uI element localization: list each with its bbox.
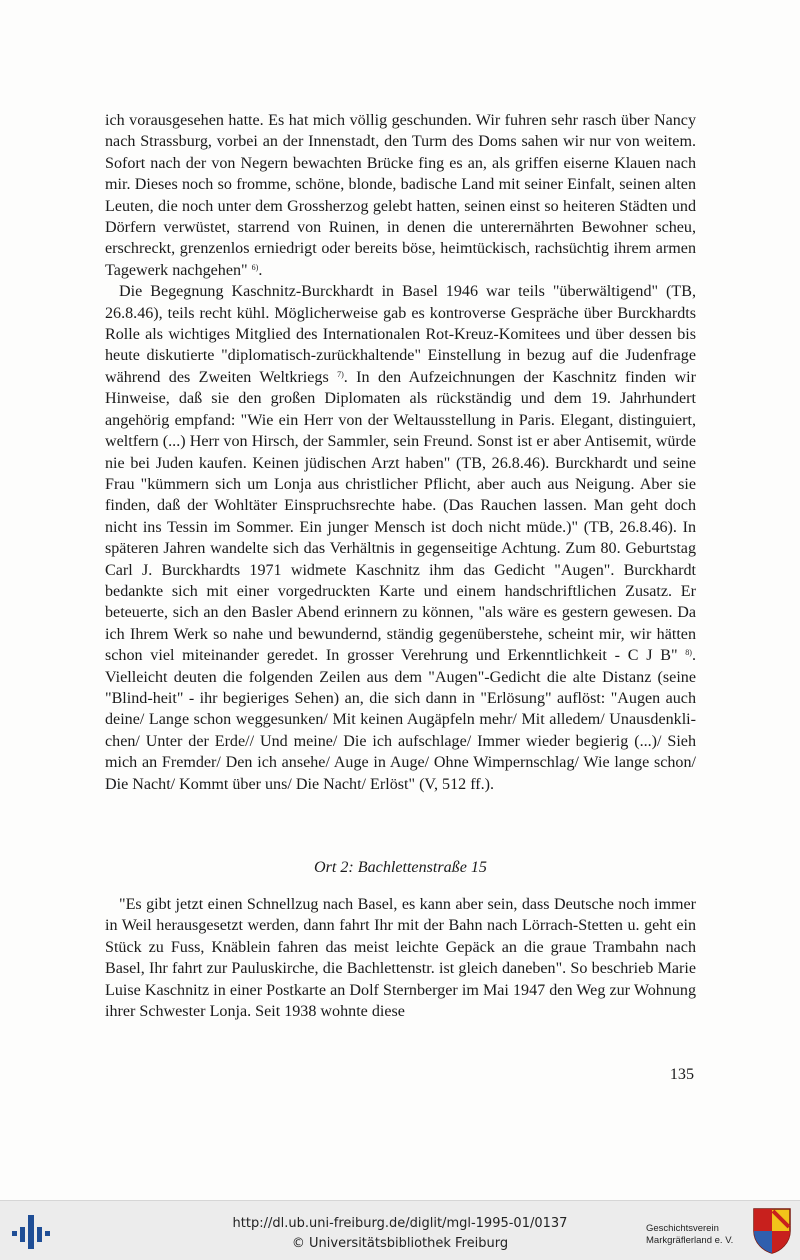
society-name-line-2: Markgräflerland e. V. bbox=[646, 1235, 734, 1246]
body-text-top bbox=[105, 110, 696, 795]
text-run: ich vorausgesehen hatte. Es hat mich völlig geschunden. Wir fuhren sehr rasch über Nancy nach Strassburg, vorbei an der Innenstadt, den Turm des Doms sahen wir nur von weitem. Sofort nach der von Negern bewachten Brücke fing es an, als griffen eiserne Klauen nach mir. Dieses noch so fromme, schöne, blonde, badische Land mit seiner Einfalt, seinen alten Leuten, die noch unter dem Grossherzog gelebt hatten, seinen einst so heiteren Städten und Dörfern verwüstet, starrend von Ruinen, in denen die unterernährten Bewohner scheu, erschreckt, grenzenlos erniedrigt oder bereits böse, heimtückisch, rachsüchtig ihrem armen Tagewerk nachgehen" bbox=[105, 112, 696, 279]
paragraph bbox=[105, 894, 696, 1022]
paragraph bbox=[105, 110, 696, 281]
footer-copyright: © Universitätsbibliothek Freiburg bbox=[291, 1236, 509, 1251]
ub-freiburg-logo-icon bbox=[10, 1213, 52, 1251]
body-text-bottom bbox=[105, 894, 696, 1022]
footer-citation bbox=[180, 1214, 620, 1254]
paragraph bbox=[105, 281, 696, 795]
footnote-ref: 6) bbox=[251, 262, 259, 272]
footer-bar bbox=[0, 1200, 800, 1260]
text-run: . bbox=[258, 261, 263, 279]
section-heading: Ort 2: Bachlettenstraße 15 bbox=[314, 859, 487, 876]
text-run: . In den Aufzeichnungen der Kaschnitz finden wir Hinweise, daß sie den großen Diplomaten als rückständig und dem 19. Jahrhundert angehörig empfand: "Wie ein Herr von der Weltausstellung in Paris. Elegant, distinguiert, weltfern (...) Herr von Hirsch, der Sammler, sein Freund. Sonst ist er aber Antisemit, würde nie bei Juden kaufen. Keinen jüdischen Arzt haben" (TB, 26.8.46). Burckhardt und seine Frau "kümmern sich um Lonja aus christlicher Pflicht, aber auch aus Neigung. Aber sie finden, daß der Wohltäter Einspruchsrechte habe. (Das Rauchen lassen. Man geht doch nicht ins Tessin im Sommer. Ein junger Mensch ist doch nicht müde.)" (TB, 26.8.46). In späteren Jahren wandelte sich das Verhältnis in gegenseitige Achtung. Zum 80. Geburtstag Carl J. Burckhardts 1971 widmete Kaschnitz ihm das Gedicht "Augen". Burckhardt bedankte sich mit einer vorgedruckten Karte und einem handschriftlichen Zusatz. Er beteuerte, sich an den Basler Abend erinnern zu können, "als wäre es gestern gewesen. Da ich Ihrem Werk so nahe und bewundernd, ständig gegenüberstehe, scheint mir, wir hätten schon viel miteinander geredet. In grosser Verehrung und Erkenntlichkeit - C J B" bbox=[105, 368, 696, 665]
footnote-ref: 7) bbox=[337, 369, 344, 379]
society-name bbox=[646, 1223, 746, 1247]
coat-of-arms-icon bbox=[752, 1207, 792, 1255]
footnote-ref: 8) bbox=[685, 648, 692, 658]
society-name-line-1: Geschichtsverein bbox=[646, 1223, 719, 1234]
footer-url-link[interactable]: http://dl.ub.uni-freiburg.de/diglit/mgl-1995-01/0137 bbox=[232, 1216, 568, 1231]
text-run: . Vielleicht deuten die folgenden Zeilen aus dem "Augen"-Gedicht die alte Distanz (seine "Blind-heit" - ihr begieriges Sehen) an, die sich dann in "Erlösung" auflöst: "Augen auch deine/ Lange schon weggesunken/ Mit keinen Augäpfeln mehr/ Mit alledem/ Unausdenkli-chen/ Unter der Erde// Und meine/ Die ich aufschlage/ Immer wieder begierig (...)/ Sieh mich an Fremder/ Den ich ansehe/ Auge in Auge/ Ohne Wimpernschlag/ Wie lange schon/ Die Nacht/ Kommt über uns/ Die Nacht/ Erlöst" (V, 512 ff.). bbox=[105, 647, 696, 793]
text-run: Die Begegnung Kaschnitz-Burckhardt in Basel 1946 war teils "überwältigend" (TB, 26.8.46), teils recht kühl. Möglicherweise gab es kontroverse Gespräche über Burckhardts Rolle als wichtiges Mitglied des Internationalen Rot-Kreuz-Komitees und über dessen bis heute diskutierte "diplomatisch-zurückhaltende" Einstellung in bezug auf die Judenfrage während des Zweiten Weltkriegs bbox=[105, 283, 696, 386]
text-run: "Es gibt jetzt einen Schnellzug nach Basel, es kann aber sein, dass Deutsche noch immer in Weil herausgesetzt werden, dann fahrt Ihr mit der Bahn nach Lörrach-Stetten u. geht ein Stück zu Fuss, Knäblein fahren das meist leichte Gepäck an die graue Trambahn nach Basel, Ihr fahrt zur Pauluskirche, die Bachlettenstr. ist gleich daneben". So beschrieb Marie Luise Kaschnitz in einer Postkarte an Dolf Sternberger im Mai 1947 den Weg zur Wohnung ihrer Schwester Lonja. Seit 1938 wohnte diese bbox=[105, 896, 696, 1021]
page-number: 135 bbox=[669, 1066, 694, 1083]
